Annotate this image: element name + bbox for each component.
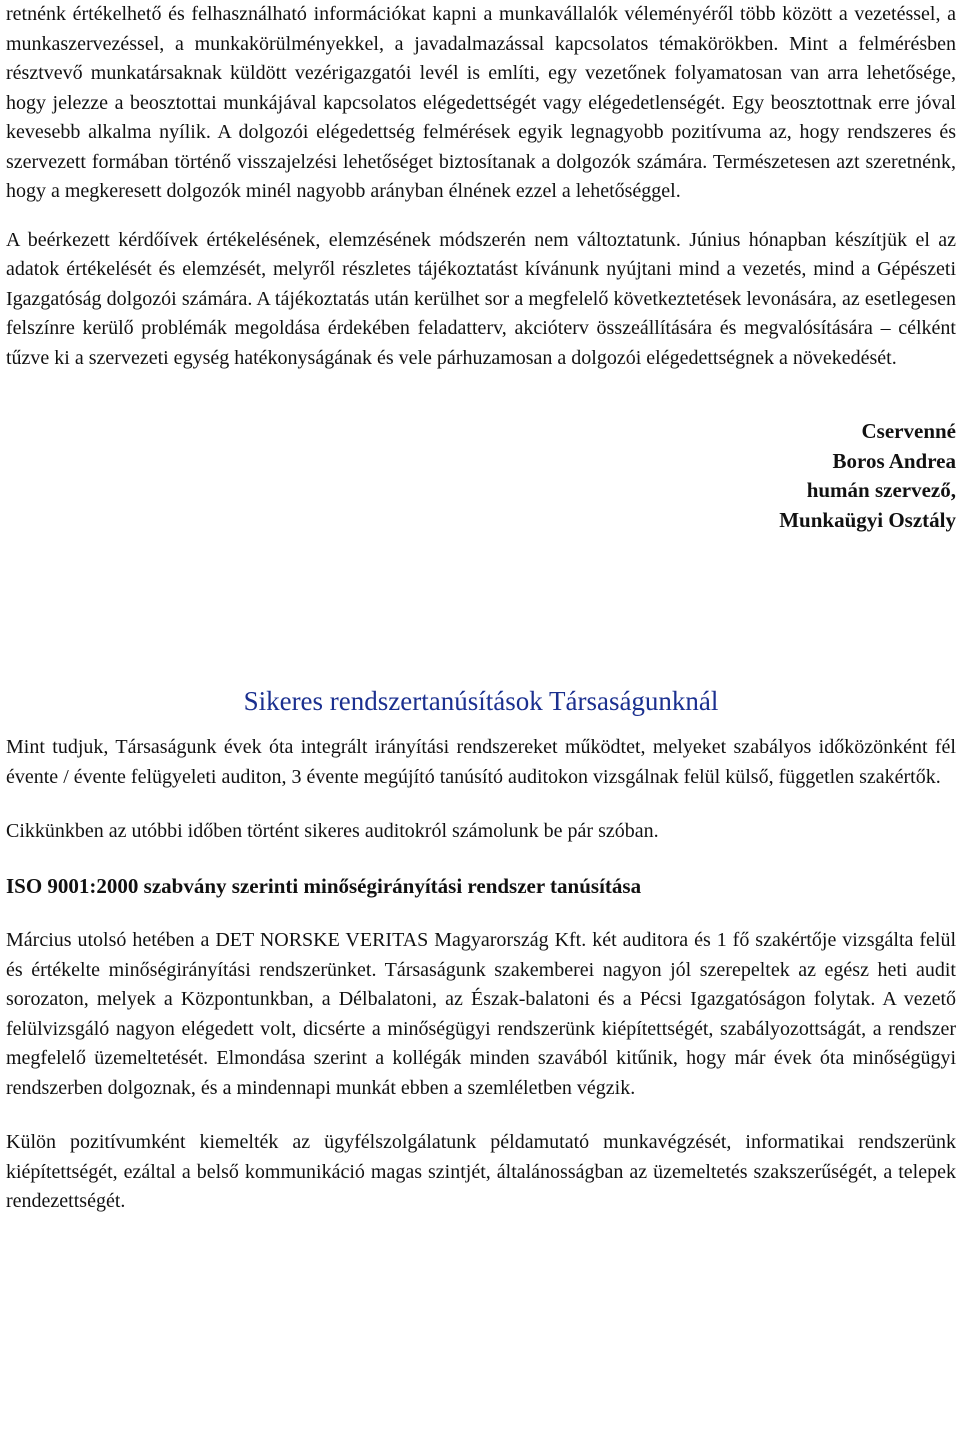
- article-title: Sikeres rendszertanúsítások Társaságunknál: [243, 686, 719, 716]
- article-paragraph-4: Külön pozitívumként kiemelték az ügyfélszolgálatunk példamutató munkavégzését, informatikai rendszerünk kiépítettségét, ezáltal a belső kommunikáció magas szintjét, általánosságban az üzemeltetés szakszerűségét, a telepek rendezettségét.: [6, 1131, 956, 1212]
- evaluation-paragraph: A beérkezett kérdőívek értékelésének, elemzésének módszerén nem változtatunk. Június hónapban készítjük el az adatok értékelését és elemzését, melyről részletes tájékoztatást kívánunk nyújtani mind a vezetés, mind a Gépészeti Igazgatóság dolgozói számára. A tájékoztatás után kerülhet sor a megfelelő következtetések levonására, az esetlegesen felszínre kerülő problémák megoldása érdekében feladatterv, akcióterv összeállítására és megvalósítására – célként tűzve ki a szervezeti egység hatékonyságának és vele párhuzamosan a dolgozói elégedettségnek a növekedését.: [6, 228, 956, 369]
- signature-block: [6, 417, 956, 535]
- signature-line-3: humán szervező,: [806, 478, 956, 502]
- article-paragraph-3: Március utolsó hetében a DET NORSKE VERITAS Magyarország Kft. két auditora és 1 fő szakértője vizsgálta felül és értékelte minőségirányítási rendszerünket. Társaságunk szakemberei nagyon jól szerepeltek az egész heti audit sorozaton, melyek a Központunkban, a Délbalatoni, az Észak-balatoni és a Pécsi Igazgatóságon folytak. A vezető felülvizsgáló nagyon elégedett volt, dicsérte a minőségügyi rendszerünk kiépítettségét, szabályozottságát, a rendszer megfelelő üzemeltetését. Elmondása szerint a kollégák minden szavából kitűnik, hogy már évek óta minőségügyi rendszerben dolgoznak, és a mindennapi munkát ebben a szemléletben végzik.: [6, 929, 956, 1099]
- article-paragraph-1: Mint tudjuk, Társaságunk évek óta integrált irányítási rendszereket működtet, melyeket szabályos időközönként fél évente / évente felügyeleti auditon, 3 évente megújító tanúsító auditokon vizsgálnak felül külső, független szakértők.: [6, 736, 956, 788]
- intro-paragraph: retnénk értékelhető és felhasználható információkat kapni a munkavállalók véleményéről több között a vezetéssel, a munkaszervezéssel, a munkakörülményekkel, a javadalmazással kapcsolatos témakörökben. Mint a felmérésben résztvevő munkatársaknak küldött vezérigazgatói levél is említi, egy vezetőnek folyamatosan van arra lehetősége, hogy jelezze a beosztottai munkájával kapcsolatos elégedettségét vagy elégedetlenségét. Egy beosztottnak erre jóval kevesebb alkalma nyílik. A dolgozói elégedettség felmérések egyik legnagyobb pozitívuma az, hogy rendszeres és szervezett formában történő visszajelzési lehetőséget biztosítanak a dolgozók számára. Természetesen azt szeretnénk, hogy a megkeresett dolgozók minél nagyobb arányban élnének ezzel a lehetőséggel.: [6, 3, 956, 202]
- article-paragraph-2: Cikkünkben az utóbbi időben történt sikeres auditokról számolunk be pár szóban.: [6, 820, 659, 842]
- signature-line-1: Cservenné: [861, 419, 956, 443]
- document-page: [6, 0, 956, 1217]
- signature-line-4: Munkaügyi Osztály: [779, 507, 956, 532]
- section-subtitle: ISO 9001:2000 szabvány szerinti minőségirányítási rendszer tanúsítása: [6, 873, 642, 898]
- signature-line-2: Boros Andrea: [832, 448, 956, 473]
